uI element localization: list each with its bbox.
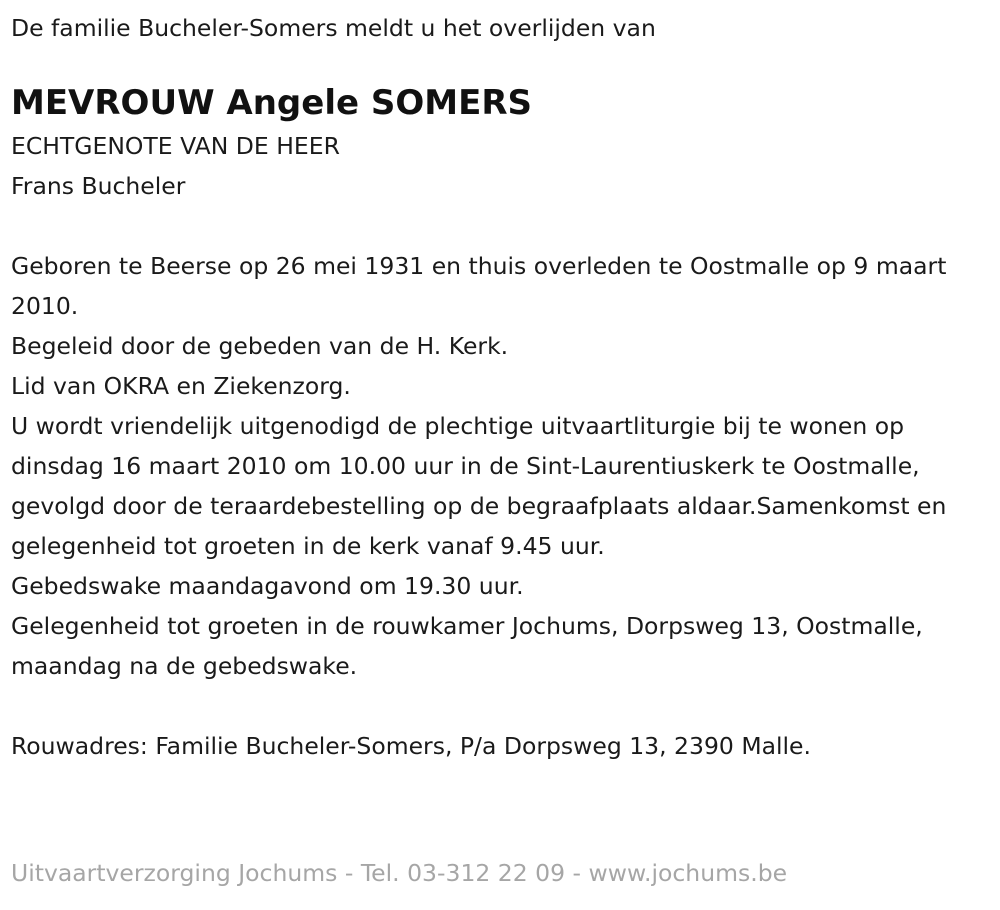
relation-text: ECHTGENOTE VAN DE HEER	[11, 132, 340, 160]
spouse-name: Frans Bucheler	[11, 172, 186, 200]
visitation-text: Gelegenheid tot groeten in de rouwkamer Jochums, Dorpsweg 13, Oostmalle, maandag na de gebedswake.	[11, 612, 923, 680]
wake-text: Gebedswake maandagavond om 19.30 uur.	[11, 572, 524, 600]
funeral-text: U wordt vriendelijk uitgenodigd de plechtige uitvaartliturgie bij te wonen op dinsdag 16 maart 2010 om 10.00 uur in de Sint-Laurentiuskerk te Oostmalle, gevolgd door de teraardebestelling op de begraafplaats aldaar.Samenkomst en gelegenheid tot groeten in de kerk vanaf 9.45 uur.	[11, 412, 947, 560]
spacer	[11, 686, 988, 726]
membership-text: Lid van OKRA en Ziekenzorg.	[11, 372, 351, 400]
address-text: Rouwadres: Familie Bucheler-Somers, P/a Dorpsweg 13, 2390 Malle.	[11, 732, 811, 760]
undertaker-footer: Uitvaartverzorging Jochums - Tel. 03-312 22 09 - www.jochums.be	[11, 859, 788, 887]
church-text: Begeleid door de gebeden van de H. Kerk.	[11, 332, 509, 360]
intro-text: De familie Bucheler-Somers meldt u het overlijden van	[11, 14, 656, 42]
deceased-name: MEVROUW Angele SOMERS	[11, 83, 532, 123]
spacer	[11, 206, 988, 246]
birth-death-text: Geboren te Beerse op 26 mei 1931 en thuis overleden te Oostmalle op 9 maart 2010.	[11, 252, 947, 320]
